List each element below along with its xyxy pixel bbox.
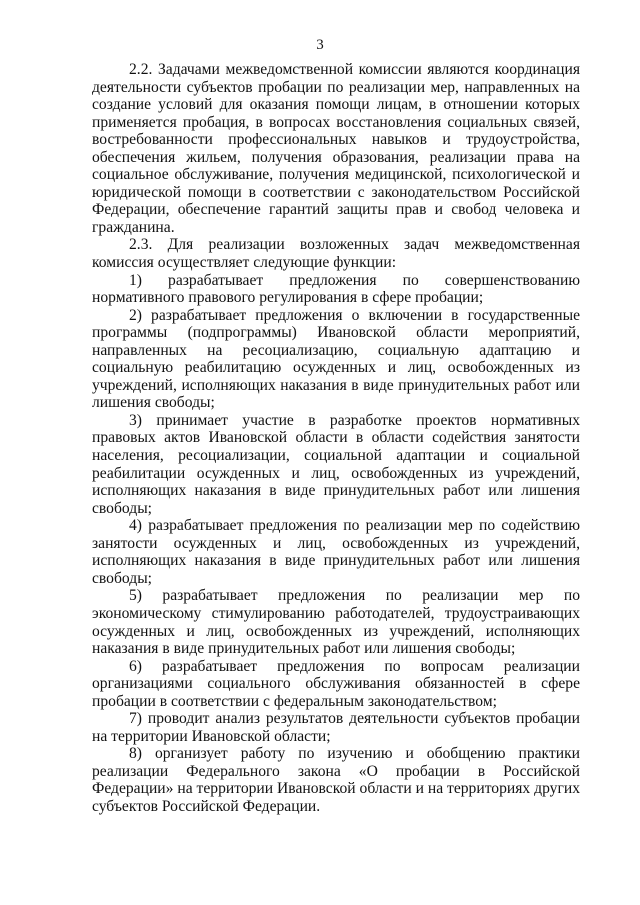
function-item-2: 2) разрабатывает предложения о включении в государственные программы (подпрограммы) Ивановской области мероприятий, направленных на ресоциализацию, социальную адаптацию и социальную реабилитацию осужденных и лиц, освобожденных из учреждений, исполняющих наказания в виде принудительных работ или лишения свободы;	[92, 306, 580, 412]
function-item-6: 6) разрабатывает предложения по вопросам реализации организациями социального обслуживания обязанностей в сфере пробации в соответствии с федеральным законодательством;	[92, 657, 580, 710]
paragraph-2-3: 2.3. Для реализации возложенных задач межведомственная комиссия осуществляет следующие функции:	[92, 236, 580, 272]
function-item-1: 1) разрабатывает предложения по совершенствованию нормативного правового регулирования в сфере пробации;	[92, 271, 580, 307]
page-number: 3	[316, 37, 324, 53]
function-item-5: 5) разрабатывает предложения по реализации мер по экономическому стимулированию работодателей, трудоустраивающих осужденных и лиц, освобожденных из учреждений, исполняющих наказания в виде принудительных работ или лишения свободы;	[92, 587, 580, 658]
function-item-8: 8) организует работу по изучению и обобщению практики реализации Федерального закона «О пробации в Российской Федерации» на территории Ивановской области и на территориях других субъектов Российской Федерации.	[92, 745, 580, 815]
function-item-4: 4) разрабатывает предложения по реализации мер по содействию занятости осужденных и лиц, освобожденных из учреждений, исполняющих наказания в виде принудительных работ или лишения свободы;	[92, 517, 580, 587]
function-item-7: 7) проводит анализ результатов деятельности субъектов пробации на территории Ивановской области;	[92, 710, 580, 745]
document-body	[92, 61, 580, 816]
function-item-3: 3) принимает участие в разработке проектов нормативных правовых актов Ивановской области в области содействия занятости населения, ресоциализации, социальной адаптации и социальной реабилитации осужденных и лиц, освобожденных из учреждений, исполняющих наказания в виде принудительных работ или лишения свободы;	[92, 411, 580, 517]
paragraph-2-2: 2.2. Задачами межведомственной комиссии являются координация деятельности субъектов пробации по реализации мер, направленных на создание условий для оказания помощи лицам, в отношении которых применяется пробация, в вопросах восстановления социальных связей, востребованности профессиональных навыков и трудоустройства, обеспечения жильем, получения образования, реализации права на социальное обслуживание, получения медицинской, психологической и юридической помощи в соответствии с законодательством Российской Федерации, обеспечение гарантий защиты прав и свобод человека и гражданина.	[92, 61, 580, 236]
